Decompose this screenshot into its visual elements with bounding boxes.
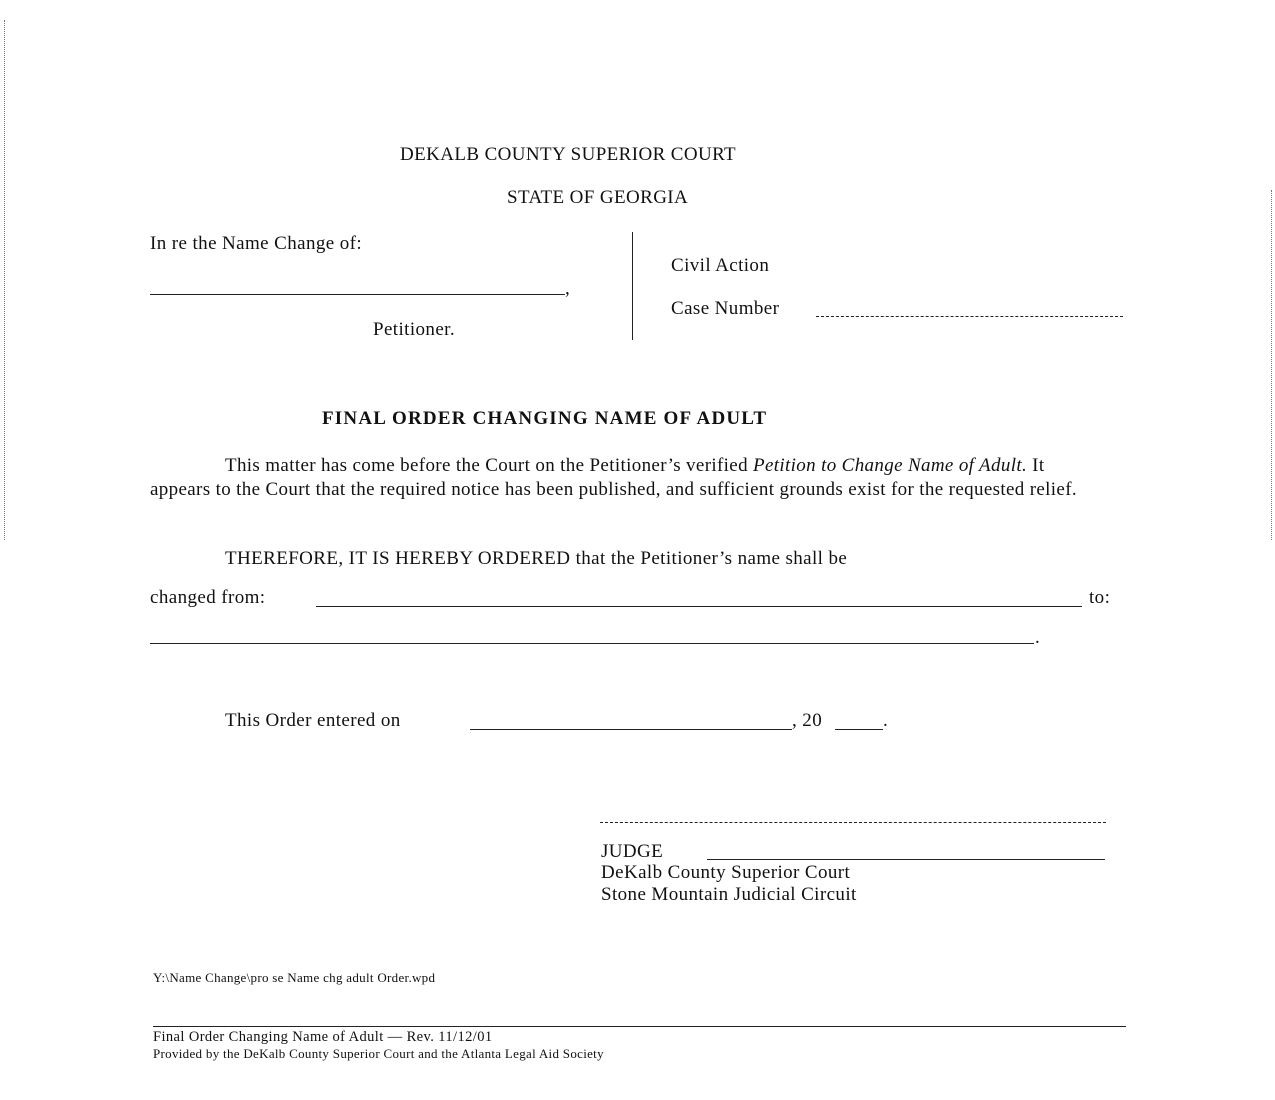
- old-name-line[interactable]: [316, 606, 1082, 607]
- court-heading: DEKALB COUNTY SUPERIOR COURT: [400, 144, 737, 165]
- caption-comma: ,: [565, 278, 571, 299]
- judge-label: JUDGE: [601, 841, 664, 862]
- year-suffix: .: [883, 710, 889, 731]
- petitioner-name-line[interactable]: [150, 294, 565, 295]
- signature-line[interactable]: [600, 822, 1106, 823]
- caption-divider: [632, 232, 633, 340]
- signature-circuit: Stone Mountain Judicial Circuit: [601, 884, 857, 905]
- petition-title: Petition to Change Name of Adult.: [753, 455, 1028, 476]
- case-number-label: Case Number: [671, 298, 780, 319]
- scan-edge-left: [4, 20, 5, 540]
- footer-provided-by: Provided by the DeKalb County Superior Court and the Atlanta Legal Aid Society: [153, 1046, 604, 1061]
- entered-on-label: This Order entered on: [225, 710, 401, 731]
- new-name-line[interactable]: [150, 643, 1034, 644]
- paragraph-text-start: This matter has come before the Court on the Petitioner’s verified: [225, 455, 754, 476]
- therefore-clause: THEREFORE, IT IS HEREBY ORDERED that the Petitioner’s name shall be: [225, 548, 848, 569]
- order-title: FINAL ORDER CHANGING NAME OF ADULT: [322, 408, 768, 429]
- to-label: to:: [1089, 587, 1111, 608]
- petitioner-label: Petitioner.: [373, 319, 455, 340]
- signature-court: DeKalb County Superior Court: [601, 862, 851, 883]
- year-prefix: , 20: [792, 710, 823, 731]
- file-path: Y:\Name Change\pro se Name chg adult Order.wpd: [153, 970, 436, 985]
- footer-form-title: Final Order Changing Name of Adult — Rev. 11/12/01: [153, 1029, 493, 1045]
- footer-rule: [153, 1026, 1126, 1027]
- case-number-line[interactable]: [816, 316, 1123, 317]
- civil-action-label: Civil Action: [671, 255, 770, 276]
- order-paragraph: [150, 454, 1080, 501]
- scan-edge-right: [1271, 190, 1272, 540]
- in-re-label: In re the Name Change of:: [150, 233, 363, 254]
- entered-date-line[interactable]: [470, 729, 792, 730]
- changed-from-label: changed from:: [150, 587, 266, 608]
- state-heading: STATE OF GEORGIA: [507, 187, 689, 208]
- paragraph-text-end: It appears to the Court that the required notice has been published, and sufficient grounds exist for the requested relief.: [150, 455, 1077, 500]
- year-line[interactable]: [835, 729, 883, 730]
- new-name-period: .: [1035, 627, 1041, 648]
- judge-name-line[interactable]: [707, 859, 1105, 860]
